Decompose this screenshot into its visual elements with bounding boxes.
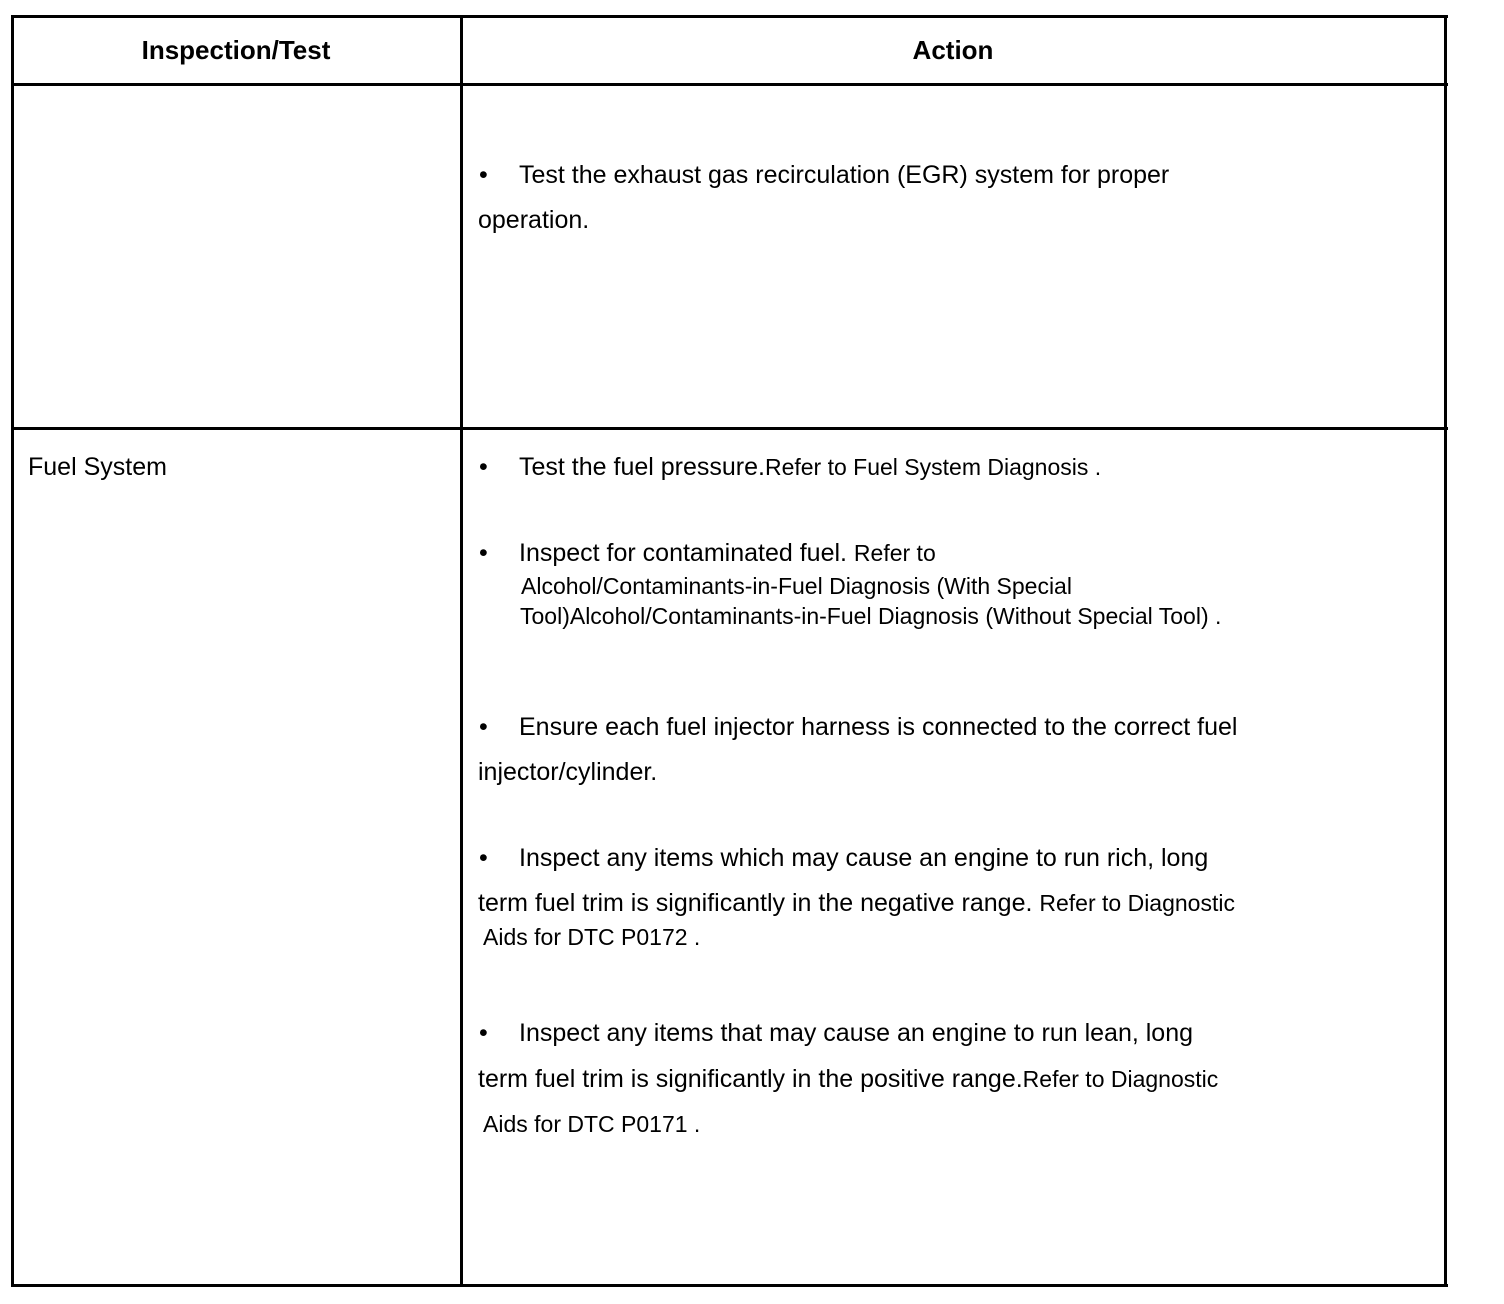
- action-text: injector/cylinder.: [478, 758, 658, 786]
- reference-link[interactable]: Refer to Fuel System Diagnosis .: [764, 454, 1102, 480]
- action-text: [478, 1057, 1218, 1102]
- action-text: [478, 881, 1235, 926]
- reference-link[interactable]: Refer to Diagnostic: [1039, 890, 1235, 916]
- action-text-main: term fuel trim is significantly in the positive range.: [478, 1065, 1023, 1093]
- header-inspection-test: Inspection/Test: [141, 34, 331, 65]
- action-text: [519, 531, 936, 576]
- reference-link[interactable]: Aids for DTC P0171 .: [483, 1111, 701, 1137]
- bullet: •: [479, 844, 488, 872]
- action-text-main: Test the fuel pressure.: [519, 453, 765, 481]
- action-text: operation.: [478, 206, 590, 234]
- bullet: •: [479, 713, 488, 741]
- action-text: [519, 445, 1101, 490]
- reference-link[interactable]: Refer to Diagnostic: [1022, 1066, 1219, 1092]
- table-border-left: [11, 15, 14, 1287]
- action-text: Inspect any items which may cause an engine to run rich, long: [519, 844, 1209, 872]
- inspection-label: Fuel System: [28, 453, 167, 481]
- bullet: •: [479, 539, 488, 567]
- action-text: Inspect any items that may cause an engine to run lean, long: [519, 1019, 1194, 1047]
- reference-link[interactable]: Tool)Alcohol/Contaminants-in-Fuel Diagnosis (Without Special Tool) .: [520, 603, 1222, 629]
- reference-link[interactable]: Alcohol/Contaminants-in-Fuel Diagnosis (With Special: [521, 573, 1072, 599]
- table-border-bottom: [11, 1284, 1448, 1287]
- reference-link[interactable]: Refer to: [853, 540, 936, 566]
- table-border-right: [1444, 15, 1447, 1287]
- row-divider: [11, 427, 1448, 430]
- header-action: Action: [912, 34, 994, 65]
- bullet: •: [479, 453, 488, 481]
- reference-link[interactable]: Aids for DTC P0172 .: [483, 924, 701, 950]
- action-text-main: Inspect for contaminated fuel.: [519, 539, 847, 567]
- inspection-table: [11, 15, 1448, 1287]
- action-text-main: term fuel trim is significantly in the negative range.: [478, 889, 1033, 917]
- column-divider: [460, 15, 463, 1287]
- action-text: Test the exhaust gas recirculation (EGR) system for proper: [519, 161, 1170, 189]
- action-text: Ensure each fuel injector harness is connected to the correct fuel: [519, 713, 1238, 741]
- bullet: •: [479, 1019, 488, 1047]
- bullet: •: [479, 161, 488, 189]
